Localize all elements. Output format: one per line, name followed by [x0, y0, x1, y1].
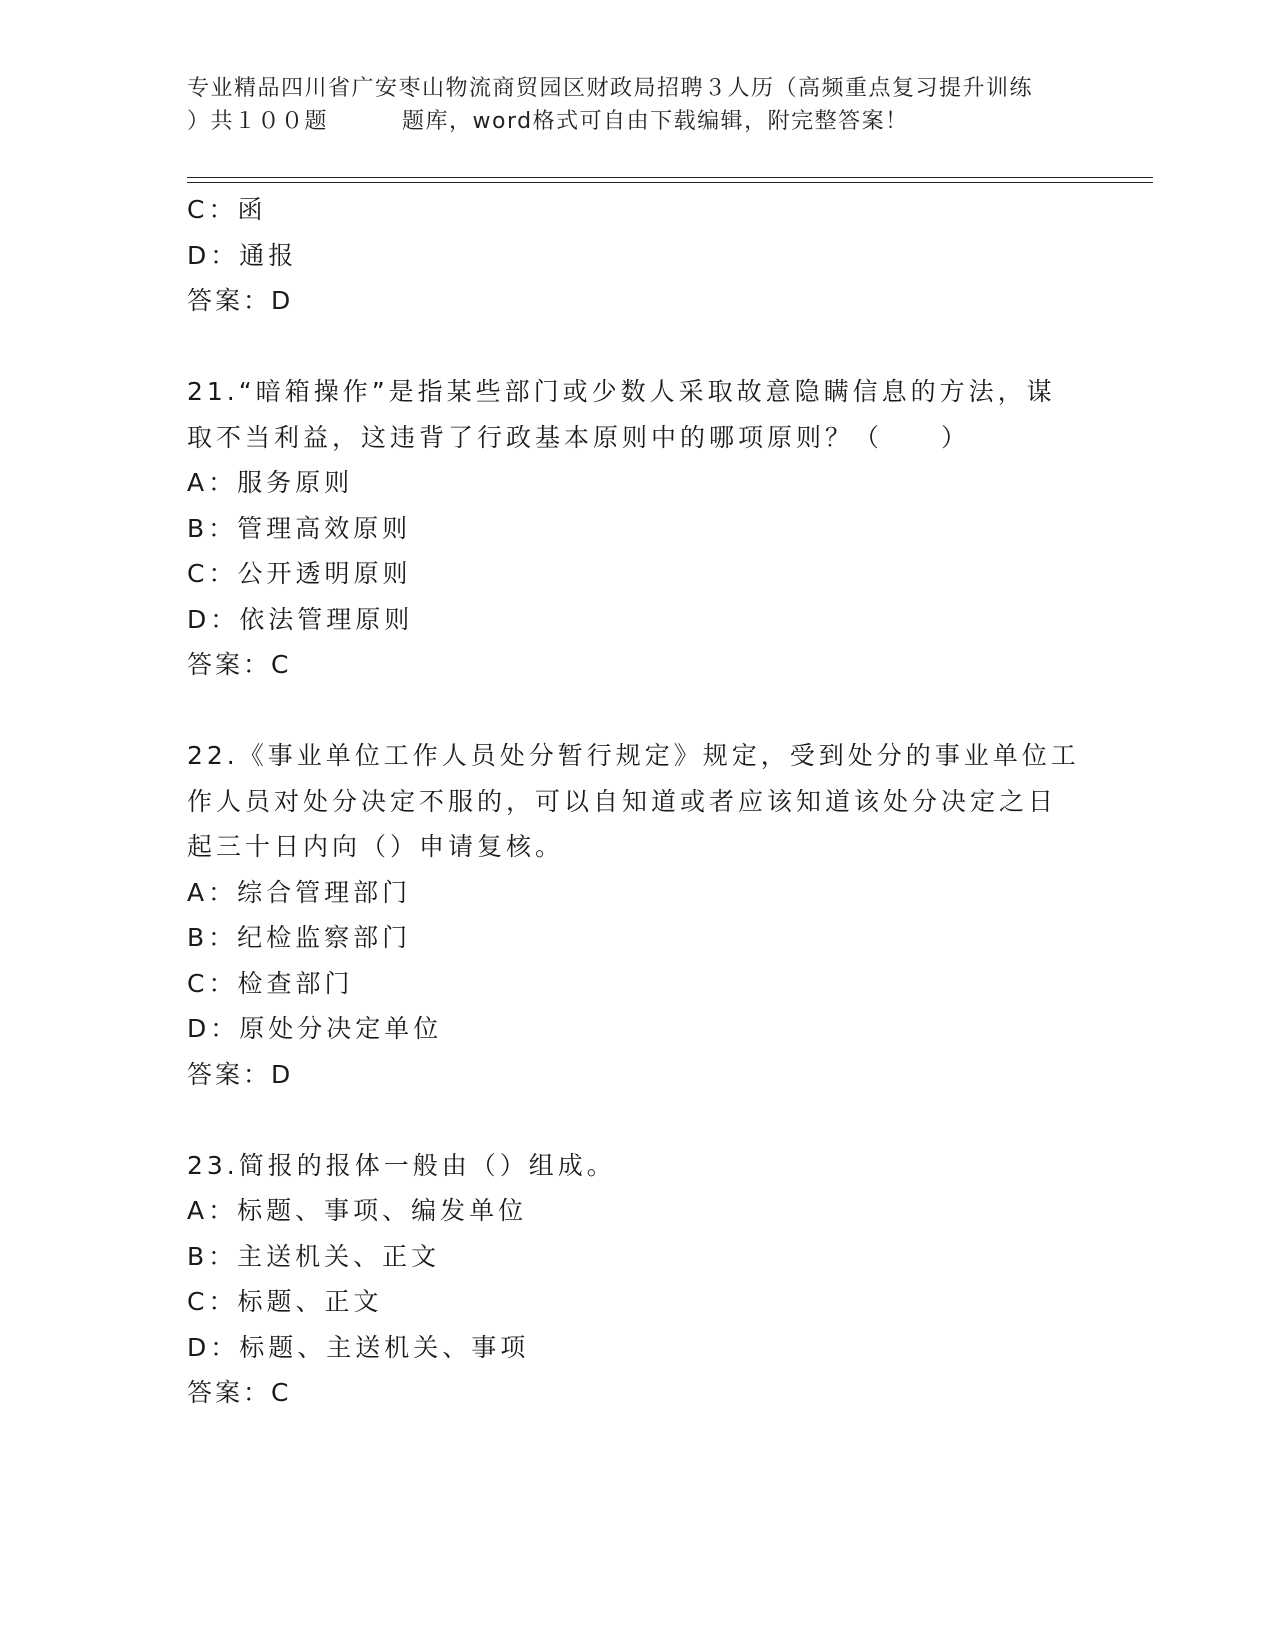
- option-a: A：标题、事项、编发单位: [187, 1196, 528, 1225]
- option-a: A：综合管理部门: [187, 877, 412, 907]
- header-title-line-2-start: ）共１００题: [187, 109, 329, 134]
- answer: 答案：C: [187, 1378, 292, 1407]
- question-text-line: 起三十日内向（）申请复核。: [187, 832, 565, 861]
- previous-option-d: D：通报: [187, 240, 298, 270]
- option-a: A：服务原则: [187, 468, 354, 497]
- question-text-line: 取不当利益，这违背了行政基本原则中的哪项原则？（ ）: [187, 422, 971, 452]
- option-c: C：公开透明原则: [187, 559, 412, 588]
- answer: 答案：C: [187, 650, 292, 679]
- option-b: B：管理高效原则: [187, 513, 412, 543]
- question-text-line: 23.简报的报体一般由（）组成。: [187, 1150, 616, 1180]
- previous-answer: 答案：D: [187, 286, 294, 315]
- header-divider-bottom: [187, 182, 1153, 183]
- answer: 答案：D: [187, 1059, 294, 1089]
- option-d: D：原处分决定单位: [187, 1014, 443, 1043]
- option-b: B：纪检监察部门: [187, 923, 412, 952]
- question-23: [187, 1143, 1087, 1416]
- option-d: D：标题、主送机关、事项: [187, 1332, 530, 1362]
- header-divider-top: [187, 177, 1153, 178]
- question-text-line: 22.《事业单位工作人员处分暂行规定》规定，受到处分的事业单位工: [187, 741, 1080, 770]
- document-header: [187, 72, 1087, 138]
- header-title-line-2-end: 题库，word格式可自由下载编辑，附完整答案！: [402, 109, 909, 134]
- option-c: C：检查部门: [187, 968, 354, 998]
- question-text-line: 作人员对处分决定不服的，可以自知道或者应该知道该处分决定之日: [187, 786, 1058, 816]
- header-title-line-2: [187, 105, 1087, 138]
- question-22: [187, 733, 1087, 1097]
- option-c: C：标题、正文: [187, 1287, 383, 1316]
- header-title-line-1: 专业精品四川省广安枣山物流商贸园区财政局招聘３人历（高频重点复习提升训练: [187, 76, 1034, 101]
- document-body: [187, 187, 1087, 1416]
- question-21: [187, 369, 1087, 688]
- previous-option-c: C：函: [187, 195, 267, 224]
- option-b: B：主送机关、正文: [187, 1241, 441, 1271]
- question-text-line: 21.“暗箱操作”是指某些部门或少数人采取故意隐瞒信息的方法，谋: [187, 377, 1056, 406]
- option-d: D：依法管理原则: [187, 604, 414, 634]
